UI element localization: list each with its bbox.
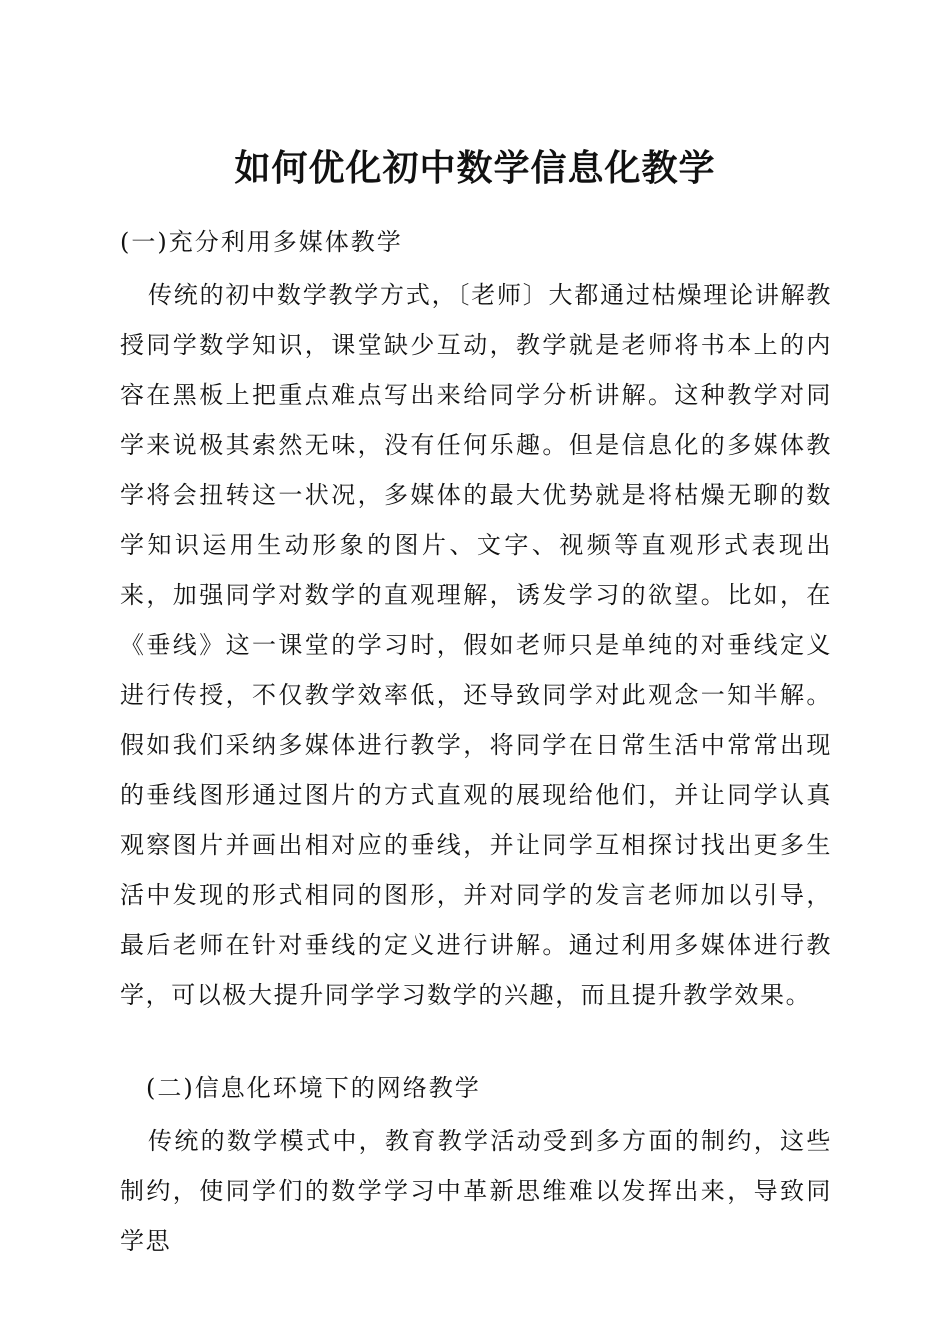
document-title: 如何优化初中数学信息化教学 [234, 147, 716, 189]
section-heading-2: (二)信息化环境下的网络教学 [146, 1074, 481, 1102]
section-paragraph-1: 传统的初中数学教学方式，〔老师〕大都通过枯燥理论讲解教授同学数学知识，课堂缺少互动，教学就是老师将书本上的内容在黑板上把重点难点写出来给同学分析讲解。这种教学对同学来说极其索然无味，没有任何乐趣。但是信息化的多媒体教学将会扭转这一状况，多媒体的最大优势就是将枯燥无聊的数学知识运用生动形象的图片、文字、视频等直观形式表现出来，加强同学对数学的直观理解，诱发学习的欲望。比如，在《垂线》这一课堂的学习时，假如老师只是单纯的对垂线定义进行传授，不仅教学效率低，还导致同学对此观念一知半解。假如我们采纳多媒体进行教学，将同学在日常生活中常常出现的垂线图形通过图片的方式直观的展现给他们，并让同学认真观察图片并画出相对应的垂线，并让同学互相探讨找出更多生活中发现的形式相同的图形，并对同学的发言老师加以引导，最后老师在针对垂线的定义进行讲解。通过利用多媒体进行教学，可以极大提升同学学习数学的兴趣，而且提升教学效果。 [120, 281, 832, 1009]
section-heading-1: (一)充分利用多媒体教学 [120, 228, 403, 256]
section-paragraph-2: 传统的数学模式中，教育教学活动受到多方面的制约，这些制约，使同学们的数学学习中革新思维难以发挥出来，导致同学思 [120, 1127, 832, 1255]
